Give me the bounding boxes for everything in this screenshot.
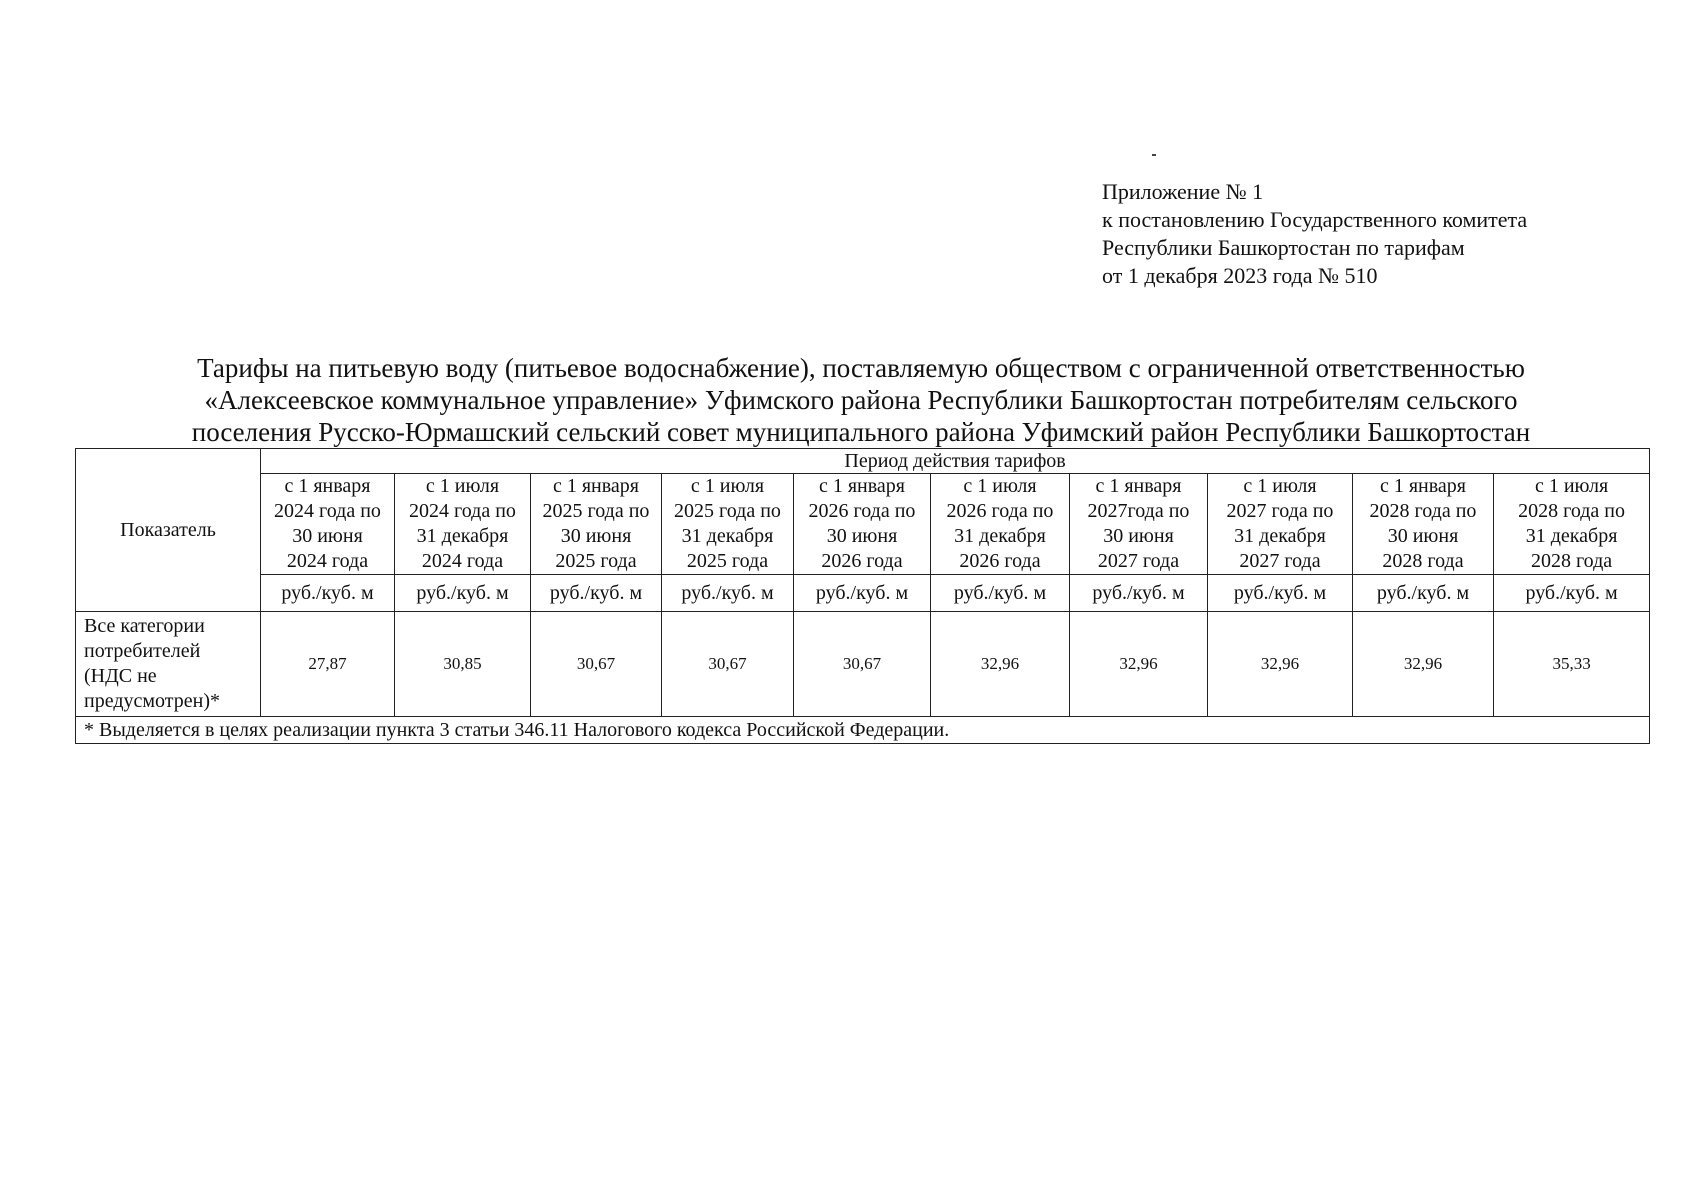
- period-cell: [1353, 474, 1494, 575]
- period-line: с 1 января: [1095, 475, 1182, 497]
- period-line: с 1 июля: [690, 475, 765, 497]
- appendix-line: Приложение № 1: [1102, 179, 1264, 204]
- period-line: 2028 года по: [1369, 500, 1477, 522]
- row-label-line: потребителей: [84, 640, 201, 662]
- period-cell: [794, 474, 931, 575]
- period-line: 2024 года по: [409, 500, 516, 522]
- tariff-value-cell: 27,87: [261, 612, 395, 717]
- period-cell: [662, 474, 794, 575]
- period-cell: [1070, 474, 1208, 575]
- period-line: 30 июня: [1103, 525, 1174, 547]
- tariff-value-cell: 30,67: [794, 612, 931, 717]
- unit-cell: руб./куб. м: [395, 575, 531, 612]
- period-line: с 1 июля: [1534, 475, 1609, 497]
- period-header: Период действия тарифов: [261, 449, 1650, 474]
- appendix-line: от 1 декабря 2023 года № 510: [1102, 263, 1378, 288]
- period-line: 2027 года: [1097, 550, 1180, 572]
- period-line: с 1 января: [552, 475, 640, 497]
- tariff-value-cell: 35,33: [1494, 612, 1650, 717]
- period-line: 2028 года: [1530, 550, 1613, 572]
- period-line: 2025 года по: [542, 500, 650, 522]
- parameter-header: Показатель: [76, 449, 261, 612]
- tariff-value-cell: 32,96: [1353, 612, 1494, 717]
- tariff-table: [75, 448, 1650, 744]
- period-line: 31 декабря: [416, 525, 509, 547]
- row-label-line: предусмотрен)*: [84, 690, 220, 712]
- tariff-value-cell: 32,96: [1070, 612, 1208, 717]
- period-line: 31 декабря: [1525, 525, 1618, 547]
- period-line: 2027года по: [1087, 500, 1190, 522]
- period-line: 2026 года: [959, 550, 1041, 572]
- period-line: 30 июня: [292, 525, 363, 547]
- unit-cell: руб./куб. м: [794, 575, 931, 612]
- unit-cell: руб./куб. м: [261, 575, 395, 612]
- period-line: 2024 года по: [274, 500, 381, 522]
- title-line: Тарифы на питьевую воду (питьевое водоснабжение), поставляемую обществом с ограниченной ответственностью: [197, 353, 1525, 383]
- unit-cell: руб./куб. м: [531, 575, 662, 612]
- tariff-value-cell: 30,85: [395, 612, 531, 717]
- title-line: «Алексеевское коммунальное управление» Уфимского района Республики Башкортостан потребителям сельского: [204, 385, 1518, 415]
- period-cell: [531, 474, 662, 575]
- unit-cell: руб./куб. м: [1353, 575, 1494, 612]
- period-line: 2024 года: [286, 550, 369, 572]
- period-cell: [1494, 474, 1650, 575]
- title-line: поселения Русско-Юрмашский сельский совет муниципального района Уфимский район Республики Башкортостан: [191, 417, 1531, 447]
- unit-cell: руб./куб. м: [1494, 575, 1650, 612]
- scan-dot-mark: [1152, 154, 1156, 156]
- unit-cell: руб./куб. м: [931, 575, 1070, 612]
- period-line: с 1 июля: [1243, 475, 1317, 497]
- period-line: 2028 года: [1382, 550, 1464, 572]
- period-line: 31 декабря: [681, 525, 774, 547]
- tariff-value-cell: 30,67: [662, 612, 794, 717]
- document-title: [76, 352, 1646, 448]
- period-line: 2028 года по: [1518, 500, 1625, 522]
- unit-cell: руб./куб. м: [662, 575, 794, 612]
- appendix-header: [1102, 178, 1527, 290]
- period-cell: [1208, 474, 1353, 575]
- tariff-value-cell: 32,96: [1208, 612, 1353, 717]
- period-line: 30 июня: [560, 525, 632, 547]
- period-line: 2024 года: [421, 550, 504, 572]
- period-line: с 1 января: [818, 475, 906, 497]
- period-line: 2025 года: [686, 550, 769, 572]
- period-line: с 1 января: [1379, 475, 1467, 497]
- period-line: 30 июня: [1387, 525, 1459, 547]
- period-line: с 1 января: [284, 475, 371, 497]
- period-line: 2025 года по: [674, 500, 781, 522]
- period-line: 2027 года: [1239, 550, 1321, 572]
- footnote: * Выделяется в целях реализации пункта 3 статьи 346.11 Налогового кодекса Российской Федерации.: [76, 717, 1650, 744]
- period-line: 31 декабря: [1234, 525, 1326, 547]
- period-cell: [395, 474, 531, 575]
- period-cell: [931, 474, 1070, 575]
- unit-cell: руб./куб. м: [1208, 575, 1353, 612]
- appendix-line: Республики Башкортостан по тарифам: [1102, 235, 1465, 260]
- period-line: 31 декабря: [954, 525, 1046, 547]
- period-line: 2027 года по: [1226, 500, 1334, 522]
- period-line: 30 июня: [826, 525, 898, 547]
- tariff-value-cell: 30,67: [531, 612, 662, 717]
- row-label-line: (НДС не: [84, 665, 157, 687]
- period-line: 2026 года по: [808, 500, 916, 522]
- period-cell: [261, 474, 395, 575]
- row-label-all-consumers: [76, 612, 261, 717]
- period-line: с 1 июля: [425, 475, 500, 497]
- unit-cell: руб./куб. м: [1070, 575, 1208, 612]
- period-line: 2026 года по: [946, 500, 1054, 522]
- row-label-line: Все категории: [84, 615, 205, 637]
- period-line: 2025 года: [555, 550, 637, 572]
- tariff-value-cell: 32,96: [931, 612, 1070, 717]
- period-line: с 1 июля: [963, 475, 1037, 497]
- period-line: 2026 года: [821, 550, 903, 572]
- appendix-line: к постановлению Государственного комитета: [1102, 207, 1528, 232]
